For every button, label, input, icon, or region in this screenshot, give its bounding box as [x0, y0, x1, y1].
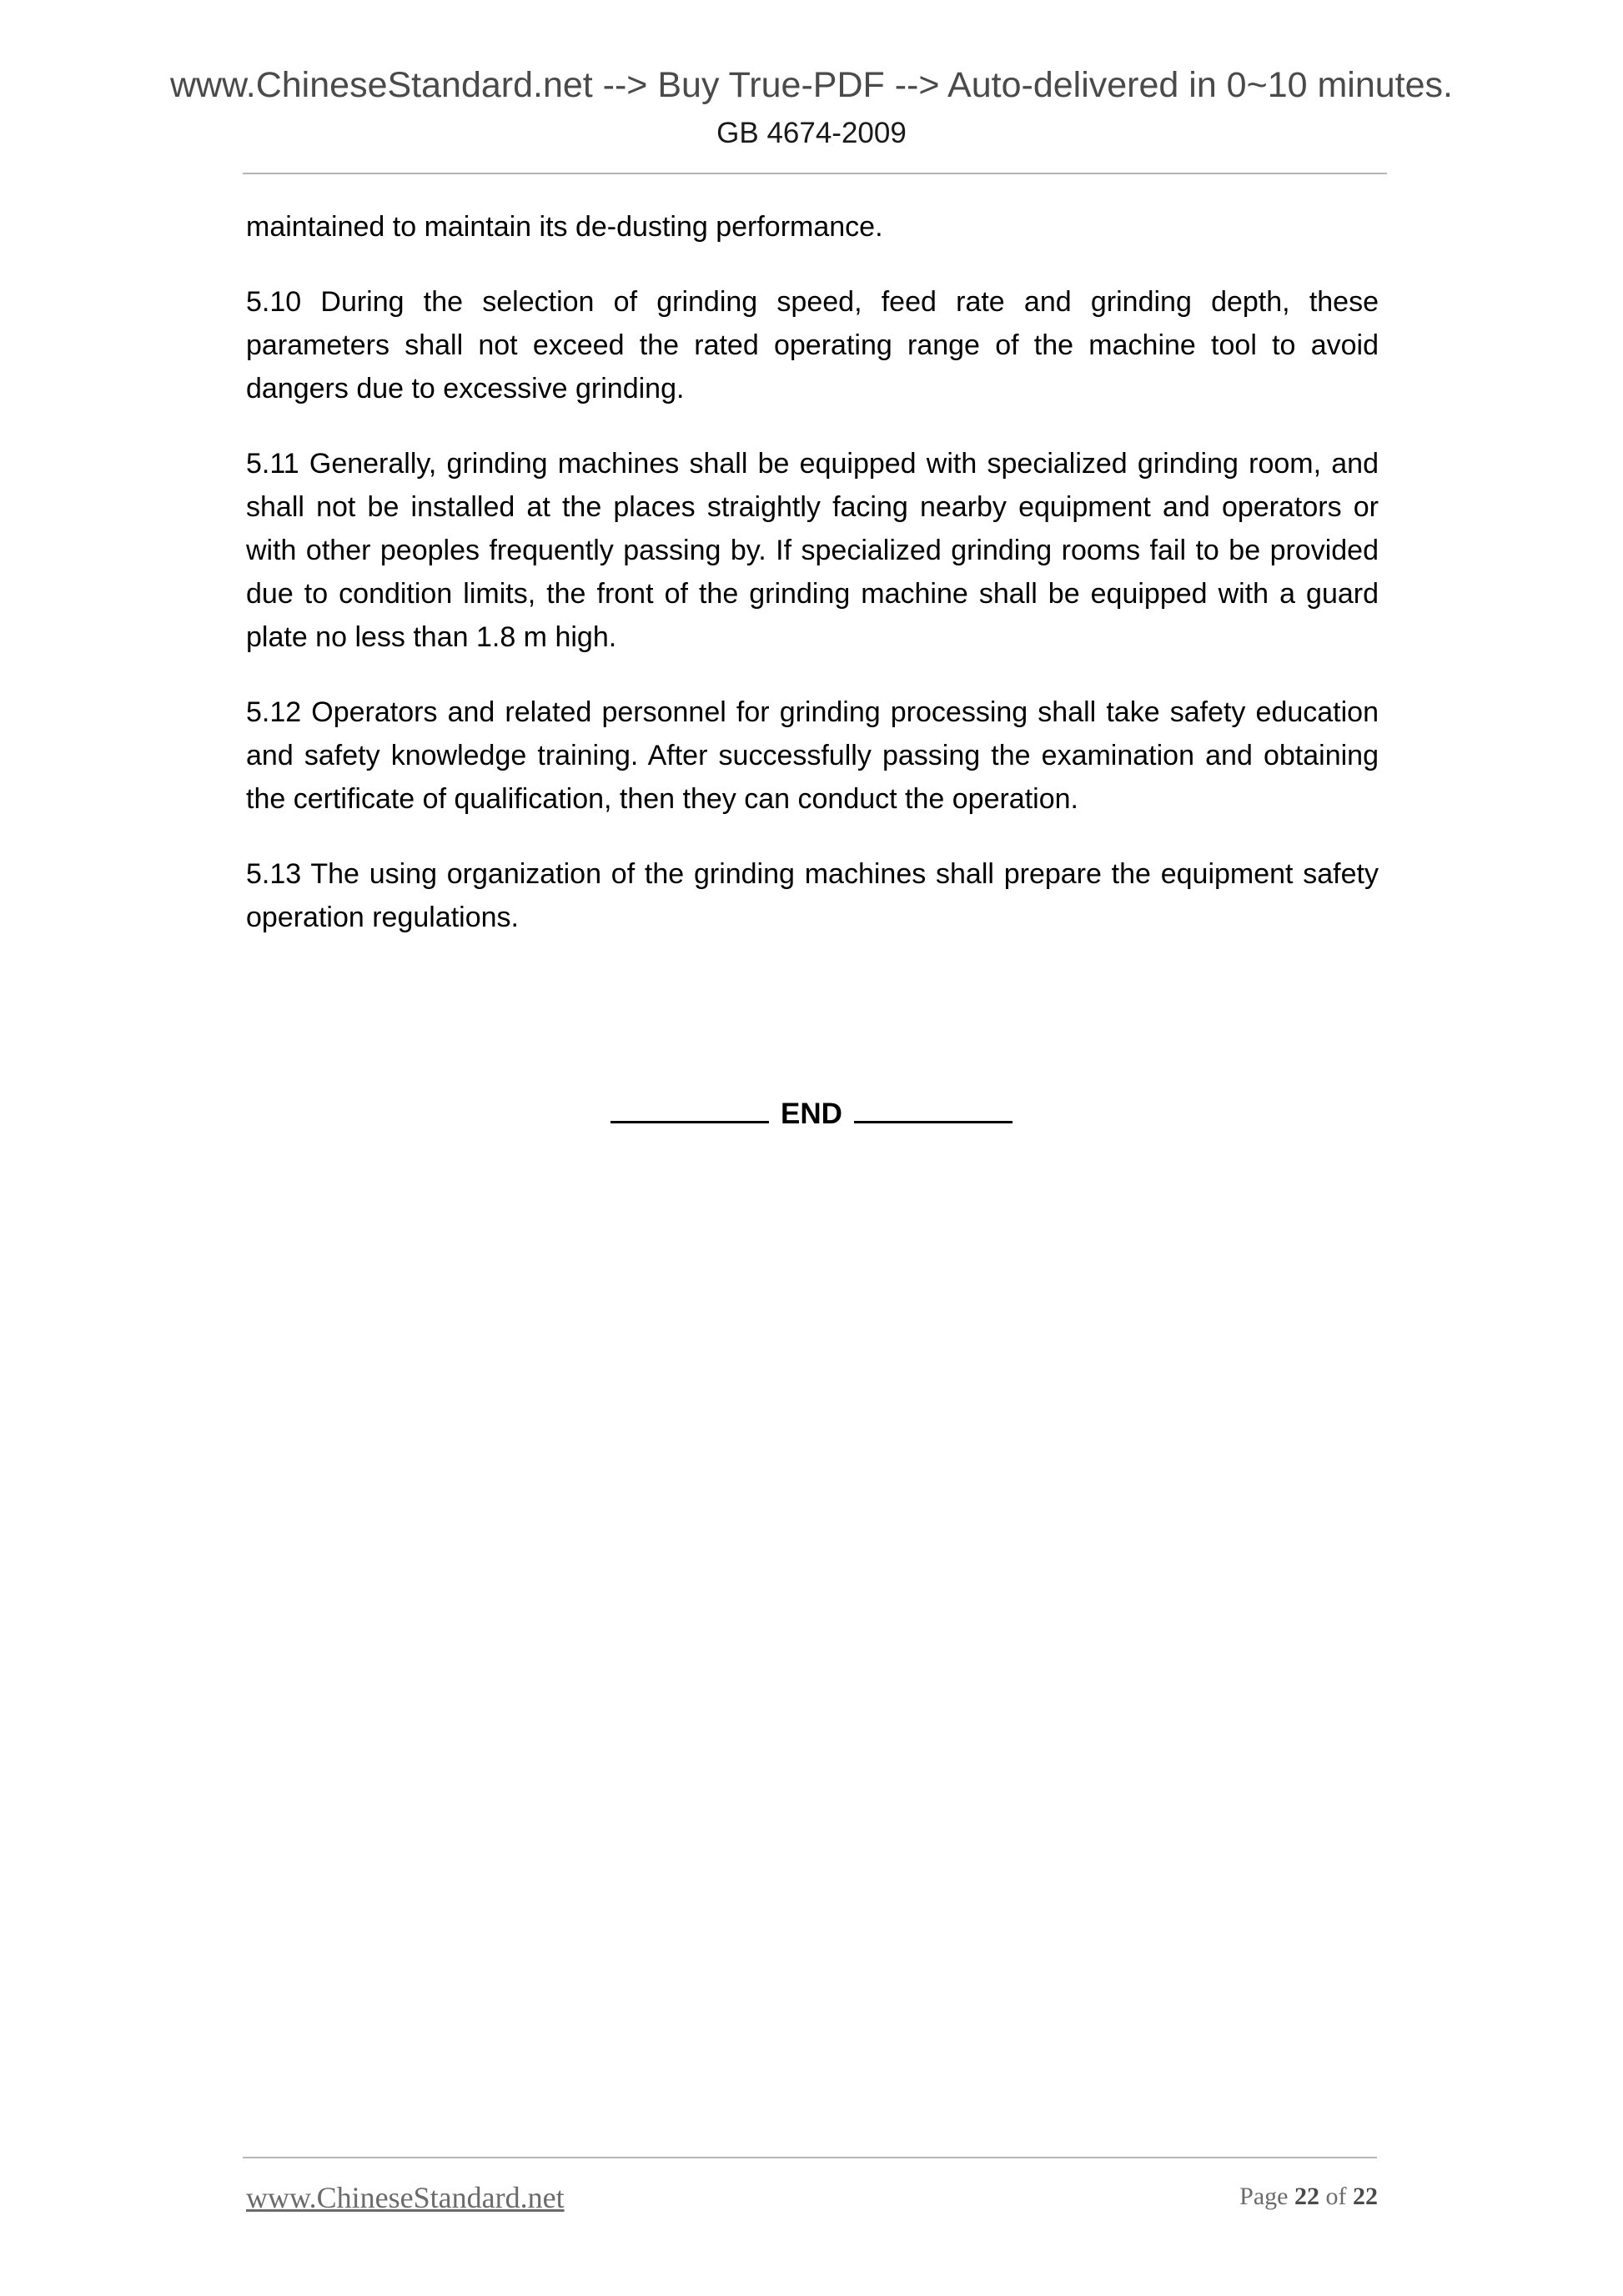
footer-divider: [243, 2157, 1377, 2158]
page-word: Page: [1239, 2183, 1289, 2210]
end-rule-right: [854, 1121, 1012, 1123]
document-body: [246, 205, 1379, 971]
paragraph-5-11: 5.11 Generally, grinding machines shall be equipped with specialized grinding room, and shall not be installed at the places straightly facing nearby equipment and operators or with other peoples frequently passing by. If specialized grinding rooms fail to be provided due to condition limits, the front of the grinding machine shall be equipped with a guard plate no less than 1.8 m high.: [246, 448, 1379, 653]
paragraph-5-13: 5.13 The using organization of the grinding machines shall prepare the equipment safety operation regulations.: [246, 858, 1379, 933]
page-current: 22: [1294, 2183, 1319, 2210]
paragraph-5-12: 5.12 Operators and related personnel for grinding processing shall take safety education and safety knowledge training. After successfully passing the examination and obtaining the certificate of qualification, then they can conduct the operation.: [246, 696, 1379, 815]
source-banner: www.ChineseStandard.net --> Buy True-PDF --> Auto-delivered in 0~10 minutes.: [169, 65, 1453, 105]
document-code: GB 4674-2009: [716, 117, 907, 149]
paragraph-5-10: 5.10 During the selection of grinding speed, feed rate and grinding depth, these parameters shall not exceed the rated operating range of the machine tool to avoid dangers due to excessive grinding.: [246, 286, 1379, 404]
end-label: END: [781, 1098, 842, 1130]
page-total: 22: [1353, 2183, 1378, 2210]
page-number: [1239, 2183, 1378, 2211]
end-rule-left: [611, 1121, 769, 1123]
header-divider: [243, 173, 1387, 174]
footer-site-link[interactable]: www.ChineseStandard.net: [246, 2181, 565, 2214]
of-word: of: [1325, 2183, 1347, 2210]
paragraph-continuation: maintained to maintain its de-dusting performance.: [246, 211, 883, 243]
end-marker: [0, 1098, 1623, 1131]
